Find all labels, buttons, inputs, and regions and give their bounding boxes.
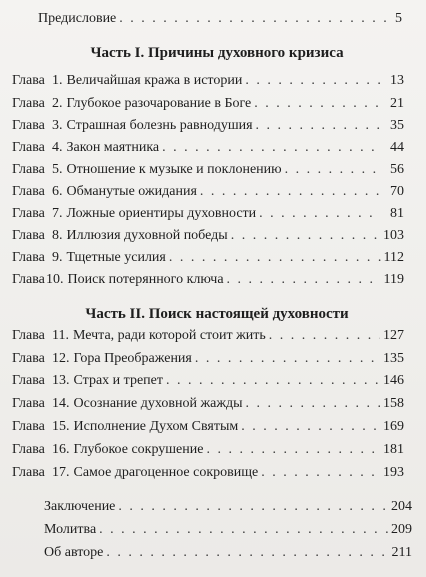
toc-chapter-row bbox=[12, 183, 404, 200]
chapter-label: Глава bbox=[12, 396, 45, 411]
toc-page-number: 5 bbox=[395, 11, 402, 26]
leader-dots bbox=[245, 72, 381, 89]
chapter-page-number: 158 bbox=[383, 396, 404, 411]
chapter-number: 5. bbox=[52, 162, 63, 177]
leader-dots bbox=[254, 95, 381, 112]
part-2-heading: Часть II. Поиск настоящей духовности bbox=[85, 306, 349, 322]
chapter-number: 8. bbox=[52, 228, 63, 243]
toc-entry-title: Предисловие bbox=[38, 11, 117, 26]
chapter-label: Глава bbox=[12, 442, 45, 457]
leader-dots bbox=[256, 117, 381, 134]
chapter-title: Обманутые ожидания bbox=[66, 184, 197, 199]
chapter-label: Глава bbox=[12, 73, 45, 88]
chapter-number: 10. bbox=[46, 272, 64, 287]
toc-chapter-row bbox=[12, 227, 404, 244]
leader-dots bbox=[169, 249, 381, 266]
chapter-page-number: 181 bbox=[383, 442, 404, 457]
chapter-number: 7. bbox=[52, 206, 63, 221]
chapter-title: Страх и трепет bbox=[73, 373, 163, 388]
toc-page-number: 209 bbox=[391, 522, 412, 537]
chapter-label: Глава bbox=[12, 465, 45, 480]
chapter-title: Мечта, ради которой стоит жить bbox=[72, 328, 266, 343]
leader-dots bbox=[241, 418, 380, 435]
leader-dots bbox=[246, 395, 380, 412]
chapter-page-number: 146 bbox=[383, 373, 404, 388]
chapter-label: Глава bbox=[12, 184, 45, 199]
chapter-label: Глава bbox=[12, 328, 45, 343]
leader-dots bbox=[106, 544, 388, 561]
chapter-number: 17. bbox=[52, 465, 70, 480]
toc-chapter-row bbox=[12, 418, 404, 435]
chapter-title: Величайшая кража в истории bbox=[66, 73, 243, 88]
toc-chapter-row bbox=[12, 205, 404, 222]
chapter-label: Глава bbox=[12, 118, 45, 133]
part-1-heading: Часть I. Причины духовного кризиса bbox=[90, 45, 344, 61]
leader-dots bbox=[162, 139, 381, 156]
toc-entry-title: Об авторе bbox=[44, 545, 104, 560]
toc-chapter-row bbox=[12, 161, 404, 178]
chapter-number: 1. bbox=[52, 73, 63, 88]
chapter-page-number: 13 bbox=[390, 73, 404, 88]
chapter-page-number: 169 bbox=[383, 419, 404, 434]
chapter-number: 12. bbox=[52, 351, 70, 366]
chapter-title: Иллюзия духовной победы bbox=[66, 228, 228, 243]
chapter-page-number: 119 bbox=[383, 272, 404, 287]
chapter-label: Глава bbox=[12, 162, 45, 177]
chapter-number: 11. bbox=[52, 328, 69, 343]
chapter-label: Глава bbox=[12, 96, 45, 111]
chapter-title: Страшная болезнь равнодушия bbox=[66, 118, 253, 133]
leader-dots bbox=[200, 183, 381, 200]
toc-entry-title: Молитва bbox=[44, 522, 97, 537]
chapter-number: 15. bbox=[52, 419, 70, 434]
leader-dots bbox=[118, 498, 388, 515]
chapter-title: Закон маятника bbox=[66, 140, 160, 155]
chapter-label: Глава bbox=[12, 351, 45, 366]
chapter-number: 9. bbox=[52, 250, 63, 265]
chapter-title: Исполнение Духом Святым bbox=[73, 419, 239, 434]
chapter-label: Глава bbox=[12, 373, 45, 388]
toc-endmatter-row bbox=[44, 521, 412, 538]
leader-dots bbox=[195, 350, 380, 367]
chapter-page-number: 70 bbox=[390, 184, 404, 199]
chapter-title: Глубокое разочарование в Боге bbox=[66, 96, 252, 111]
chapter-page-number: 135 bbox=[383, 351, 404, 366]
chapter-label: Глава bbox=[12, 140, 45, 155]
toc-endmatter-row bbox=[44, 544, 412, 561]
chapter-page-number: 112 bbox=[383, 250, 404, 265]
chapter-title: Отношение к музыке и поклонению bbox=[66, 162, 282, 177]
toc-chapter-row bbox=[12, 464, 404, 481]
chapter-title: Ложные ориентиры духовности bbox=[66, 206, 257, 221]
toc-chapter-row bbox=[12, 117, 404, 134]
toc-chapter-row bbox=[12, 327, 404, 344]
leader-dots bbox=[285, 161, 381, 178]
leader-dots bbox=[206, 441, 380, 458]
chapter-page-number: 44 bbox=[390, 140, 404, 155]
chapter-page-number: 81 bbox=[390, 206, 404, 221]
chapter-number: 6. bbox=[52, 184, 63, 199]
chapter-label: Глава bbox=[12, 250, 45, 265]
chapter-page-number: 193 bbox=[383, 465, 404, 480]
leader-dots bbox=[166, 372, 380, 389]
chapter-number: 13. bbox=[52, 373, 70, 388]
leader-dots bbox=[259, 205, 381, 222]
toc-chapter-row bbox=[12, 395, 404, 412]
toc-chapter-row bbox=[12, 350, 404, 367]
chapter-page-number: 103 bbox=[383, 228, 404, 243]
leader-dots bbox=[231, 227, 380, 244]
leader-dots bbox=[261, 464, 380, 481]
toc-preface bbox=[38, 10, 402, 27]
chapter-page-number: 127 bbox=[383, 328, 404, 343]
chapter-number: 2. bbox=[52, 96, 63, 111]
leader-dots bbox=[227, 271, 381, 288]
chapter-title: Поиск потерянного ключа bbox=[67, 272, 224, 287]
chapter-title: Глубокое сокрушение bbox=[73, 442, 204, 457]
chapter-label: Глава bbox=[12, 206, 45, 221]
toc-chapter-row bbox=[12, 249, 404, 266]
toc-chapter-row bbox=[12, 72, 404, 89]
toc-chapter-row bbox=[12, 271, 404, 288]
chapter-number: 4. bbox=[52, 140, 63, 155]
leader-dots bbox=[119, 10, 391, 27]
chapter-title: Осознание духовной жажды bbox=[73, 396, 243, 411]
chapter-number: 3. bbox=[52, 118, 63, 133]
chapter-label: Глава bbox=[12, 228, 45, 243]
toc-page-number: 211 bbox=[391, 545, 412, 560]
toc-chapter-row bbox=[12, 441, 404, 458]
toc-chapter-row bbox=[12, 95, 404, 112]
chapter-page-number: 56 bbox=[390, 162, 404, 177]
toc-chapter-row bbox=[12, 372, 404, 389]
chapter-page-number: 35 bbox=[390, 118, 404, 133]
leader-dots bbox=[99, 521, 388, 538]
leader-dots bbox=[269, 327, 380, 344]
chapter-number: 14. bbox=[52, 396, 70, 411]
chapter-label: Глава bbox=[12, 272, 45, 287]
toc-entry-title: Заключение bbox=[44, 499, 116, 514]
chapter-page-number: 21 bbox=[390, 96, 404, 111]
chapter-label: Глава bbox=[12, 419, 45, 434]
toc-endmatter-row bbox=[44, 498, 412, 515]
toc-page-number: 204 bbox=[391, 499, 412, 514]
chapter-title: Тщетные усилия bbox=[66, 250, 166, 265]
toc-chapter-row bbox=[12, 139, 404, 156]
chapter-number: 16. bbox=[52, 442, 70, 457]
chapter-title: Гора Преображения bbox=[73, 351, 192, 366]
chapter-title: Самое драгоценное сокровище bbox=[73, 465, 259, 480]
